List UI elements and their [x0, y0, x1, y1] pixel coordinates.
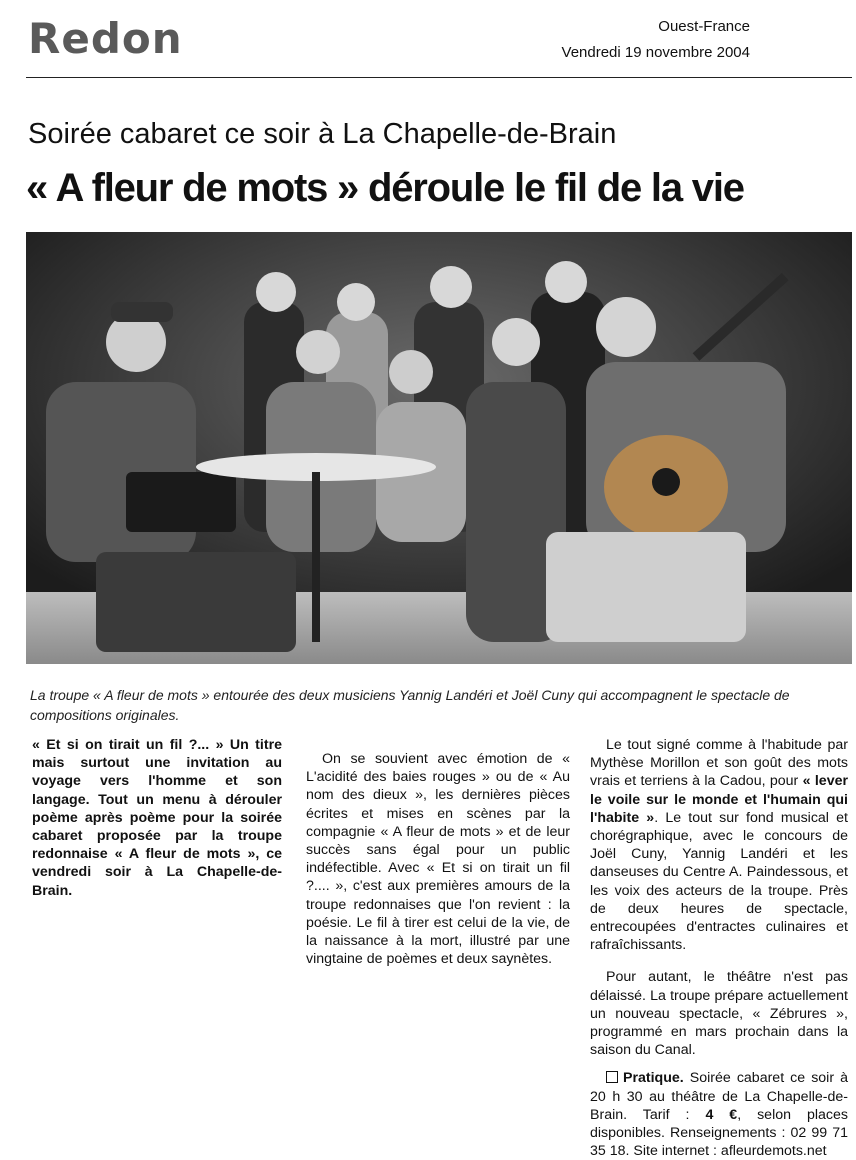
article-column-3 [590, 736, 848, 1160]
masthead-rule [26, 77, 852, 78]
section-title: Redon [28, 14, 183, 63]
article-photo [26, 232, 852, 664]
checkbox-square-icon [606, 1071, 618, 1083]
publication-date: Vendredi 19 novembre 2004 [561, 44, 750, 61]
article-headline: « A fleur de mots » déroule le fil de la vie [26, 166, 744, 210]
troupe-photo-illustration [26, 232, 852, 664]
article-lead: « Et si on tirait un fil ?... » Un titre mais surtout une invitation au voyage vers l'homme et son langage. Tout un menu à dérouler poème après poème pour la soirée cabaret proposée par la troupe redonnaise « A fleur de mots », ce vendredi soir à La Chapelle-de-Brain. [32, 737, 282, 899]
article-paragraph-1: On se souvient avec émotion de « L'acidité des baies rouges » ou de « Au nom des dieux », les dernières pièces écrites et mises en scènes par la compagnie « A fleur de mots » et de leur succès sans égal pour un public indéfectible. Avec « Et si on tirait un fil ?.... », c'est aux premières amours de la troupe redonnaises que l'on revient : la poésie. Le fil à tirer est celui de la vie, de la naissance à la mort, illustré par une vingtaine de poèmes et deux saynètes. [306, 751, 570, 968]
article-kicker: Soirée cabaret ce soir à La Chapelle-de-Brain [28, 118, 617, 150]
practical-info: Pratique. Soirée cabaret ce soir à 20 h 30 au théâtre de La Chapelle-de-Brain. Tarif : 4 €, selon places disponibles. Renseignements : 02 99 71 35 18. Site internet : afleurdemots.net [590, 1070, 848, 1160]
publication-name: Ouest-France [658, 18, 750, 35]
article-column-2 [306, 736, 570, 968]
article-paragraph-3: Pour autant, le théâtre n'est pas délaissé. La troupe prépare actuellement un nouveau spectacle, « Zébrures », programmé en mars prochain dans la saison du Canal. [590, 969, 848, 1059]
article-paragraph-2: Le tout signé comme à l'habitude par Mythèse Morillon et son goût des mots vrais et terriens à la Cadou, pour « lever le voile sur le monde et l'humain qui l'habite ». Le tout sur fond musical et chorégraphique, avec le concours de Joël Cuny, Yannig Landéri et les danseuses du Centre A. Paindessous, et les voix des acteurs de la troupe. Près de deux heures de spectacle, entrecoupées d'entractes culinaires et rafraîchissants. [590, 737, 848, 954]
article-column-1 [32, 736, 282, 900]
photo-caption: La troupe « A fleur de mots » entourée des deux musiciens Yannig Landéri et Joël Cuny qui accompagnent le spectacle de compositions originales. [30, 687, 790, 723]
masthead [0, 0, 856, 80]
